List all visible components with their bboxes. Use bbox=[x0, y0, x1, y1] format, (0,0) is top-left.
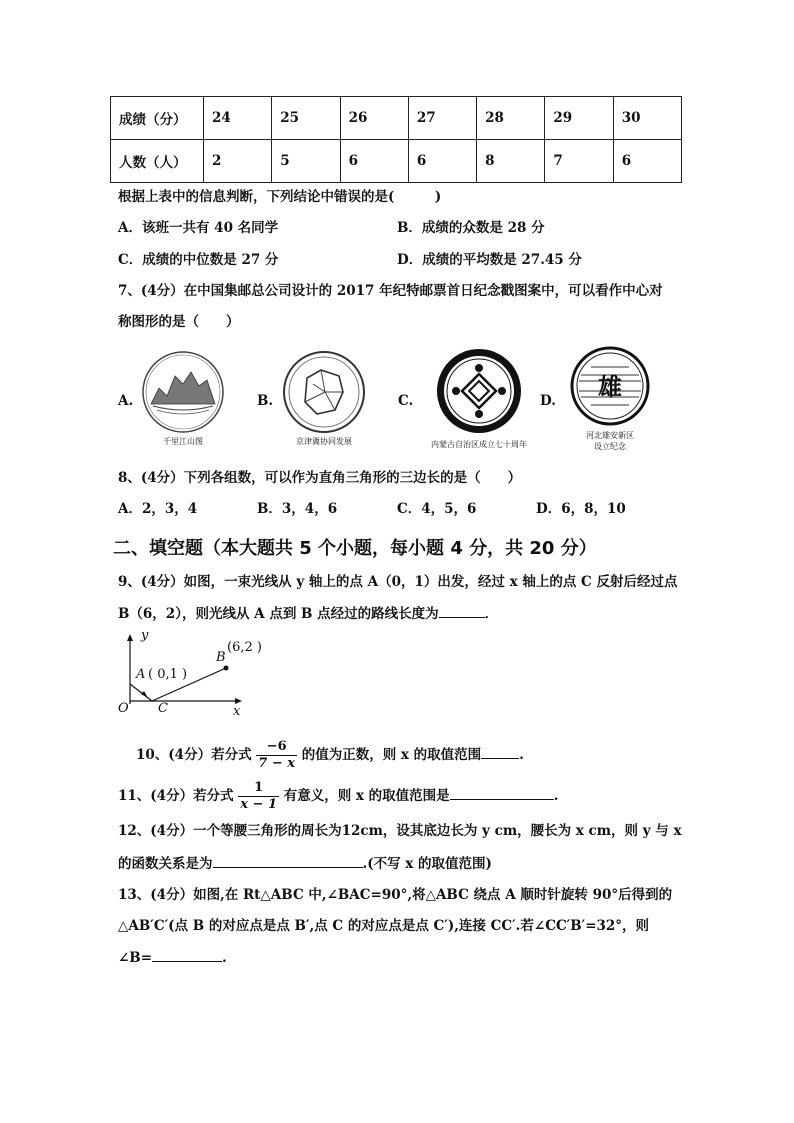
stamp-a bbox=[137, 348, 229, 452]
stamp-d-image bbox=[561, 345, 659, 427]
ray-arrow-icon bbox=[141, 691, 148, 698]
table-cell: 成绩（分） bbox=[111, 97, 204, 140]
table-row bbox=[111, 140, 682, 183]
q12-line1: 12、(4分）一个等腰三角形的周长为12cm，设其底边长为 y cm，腰长为 x cm，则 y 与 x bbox=[118, 823, 682, 839]
q11-pre: 11、(4分）若分式 bbox=[118, 788, 234, 804]
graph-c-label: C bbox=[158, 701, 168, 716]
table-cell: 6 bbox=[613, 140, 681, 183]
stamp-b-image bbox=[279, 348, 369, 436]
q6-option-c: C．成绩的中位数是 27 分 bbox=[118, 252, 279, 268]
q12-line2-post: .(不写 x 的取值范围) bbox=[362, 856, 492, 872]
answer-blank[interactable] bbox=[450, 785, 554, 800]
graph-a-label: A bbox=[136, 667, 146, 682]
stamp-a-caption: 千里江山图 bbox=[163, 437, 203, 446]
answer-blank[interactable] bbox=[439, 603, 485, 618]
q13-line1: 13、(4分）如图,在 Rt△ABC 中,∠BAC=90°,将△ABC 绕点 A 顺时针旋转 90°后得到的 bbox=[118, 887, 673, 903]
q6-stem: 根据上表中的信息判断，下列结论中错误的是( ) bbox=[118, 189, 442, 205]
table-cell: 25 bbox=[272, 97, 340, 140]
table-cell: 人数（人） bbox=[111, 140, 204, 183]
q8-stem: 8、(4分）下列各组数，可以作为直角三角形的三边长的是（ ） bbox=[118, 470, 522, 486]
graph-x-label: x bbox=[233, 704, 241, 719]
q11-fraction bbox=[238, 780, 279, 813]
table-cell: 29 bbox=[545, 97, 613, 140]
stamp-d-caption-2: 设立纪念 bbox=[594, 442, 626, 451]
table-cell: 30 bbox=[613, 97, 681, 140]
table-cell: 2 bbox=[204, 140, 272, 183]
q7-label-c: C. bbox=[398, 393, 414, 409]
point-b bbox=[224, 666, 229, 671]
q12-line2 bbox=[118, 853, 492, 874]
table-cell: 6 bbox=[340, 140, 408, 183]
q11 bbox=[118, 776, 558, 816]
q10-numerator: −6 bbox=[256, 739, 297, 756]
table-cell: 8 bbox=[477, 140, 545, 183]
q6-option-a: A．该班一共有 40 名同学 bbox=[118, 220, 279, 236]
stamp-c-image bbox=[420, 345, 538, 437]
q9-line2 bbox=[118, 603, 498, 624]
q10-pre: 10、(4分）若分式 bbox=[136, 747, 252, 763]
q7-label-b: B. bbox=[257, 393, 274, 409]
answer-blank[interactable] bbox=[213, 853, 363, 868]
graph-origin-label: O bbox=[118, 701, 129, 716]
graph-y-label: y bbox=[141, 628, 149, 643]
stamp-b-caption: 京津冀协同发展 bbox=[296, 437, 352, 446]
stamp-d-caption-1: 河北雄安新区 bbox=[586, 431, 634, 440]
q8-option-d: D．6，8，10 bbox=[536, 501, 626, 517]
table-cell: 28 bbox=[477, 97, 545, 140]
stamp-d-character: 雄 bbox=[598, 373, 622, 401]
y-axis-arrow-icon bbox=[127, 634, 133, 641]
section-heading: 二、填空题（本大题共 5 个小题，每小题 4 分，共 20 分） bbox=[113, 538, 597, 559]
graph-b-coord: (6,2 ) bbox=[227, 640, 262, 655]
q12-line2-pre: 的函数关系是为 bbox=[118, 856, 213, 872]
answer-blank[interactable] bbox=[152, 947, 222, 962]
stamp-d bbox=[561, 345, 659, 457]
table-cell: 7 bbox=[545, 140, 613, 183]
stamp-c bbox=[420, 345, 538, 453]
table-row bbox=[111, 97, 682, 140]
q8-option-b: B．3，4，6 bbox=[257, 501, 338, 517]
q9-end: ． bbox=[484, 606, 499, 622]
q7-label-d: D. bbox=[540, 393, 556, 409]
q11-post: 有意义，则 x 的取值范围是 bbox=[283, 788, 450, 804]
graph-a-coord: ( 0,1 ) bbox=[148, 667, 188, 682]
incident-ray bbox=[130, 684, 152, 701]
q10-post: 的值为正数，则 x 的取值范围 bbox=[301, 747, 482, 763]
stamp-b bbox=[279, 348, 369, 452]
q6-option-d: D．成绩的平均数是 27.45 分 bbox=[397, 252, 582, 268]
q7-label-a: A. bbox=[118, 393, 134, 409]
stamp-a-image bbox=[137, 348, 229, 436]
q7-line1: 7、(4分）在中国集邮总公司设计的 2017 年纪特邮票首日纪念戳图案中，可以看作中心对 bbox=[118, 283, 663, 299]
q8-option-c: C．4，5，6 bbox=[397, 501, 477, 517]
stamp-c-caption: 内蒙古自治区成立七十周年 bbox=[431, 440, 527, 449]
q9-line2-text: B（6，2），则光线从 A 点到 B 点经过的路线长度为 bbox=[118, 606, 439, 622]
q10 bbox=[136, 735, 524, 775]
table-cell: 27 bbox=[408, 97, 476, 140]
q11-end: . bbox=[553, 788, 559, 804]
q13-line2: △AB′C′(点 B 的对应点是点 B′,点 C 的对应点是点 C′),连接 CC′.若∠CC′B′=32°，则 bbox=[118, 918, 650, 934]
q13-line3-pre: ∠B= bbox=[118, 950, 153, 966]
q9-line1: 9、(4分）如图，一束光线从 y 轴上的点 A（0，1）出发，经过 x 轴上的点 C 反射后经过点 bbox=[118, 574, 678, 590]
q10-fraction bbox=[256, 739, 297, 772]
table-cell: 5 bbox=[272, 140, 340, 183]
q6-option-b: B．成绩的众数是 28 分 bbox=[397, 220, 545, 236]
q10-end: . bbox=[519, 747, 524, 763]
score-table bbox=[110, 96, 682, 183]
q10-denominator: 7 − x bbox=[258, 756, 296, 771]
q11-numerator: 1 bbox=[238, 780, 279, 797]
table-cell: 6 bbox=[408, 140, 476, 183]
graph-b-label: B bbox=[216, 650, 226, 665]
q7-line2: 称图形的是（ ） bbox=[118, 314, 240, 330]
q13-line3 bbox=[118, 947, 227, 968]
table-cell: 26 bbox=[340, 97, 408, 140]
q13-end: . bbox=[222, 950, 227, 966]
q8-option-a: A．2，3，4 bbox=[118, 501, 198, 517]
q11-denominator: x − 1 bbox=[240, 797, 278, 812]
answer-blank[interactable] bbox=[481, 744, 519, 759]
table-cell: 24 bbox=[204, 97, 272, 140]
